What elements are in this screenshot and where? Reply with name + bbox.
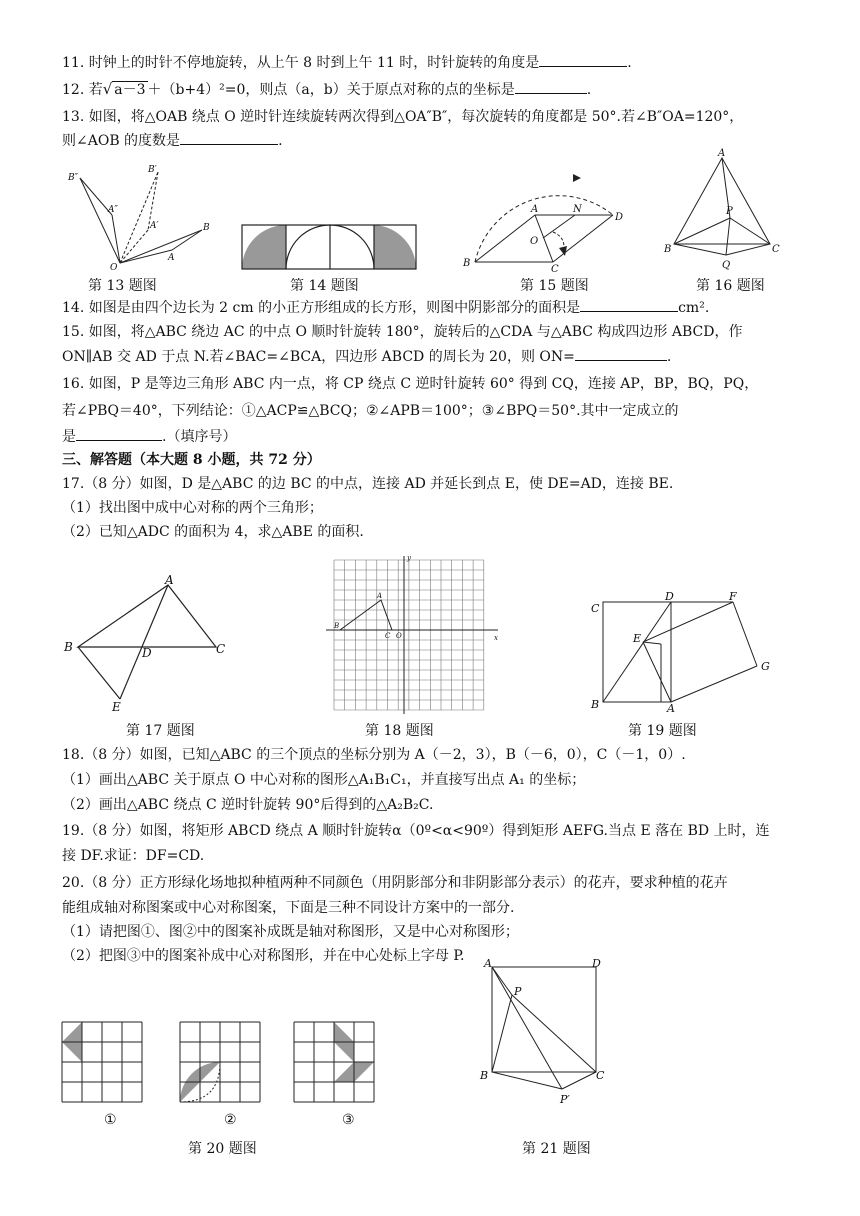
fig13-label-b: B: [203, 223, 210, 233]
question-12-radicand: a－3: [114, 82, 146, 98]
question-13-line2: [62, 130, 283, 151]
fig13-label-a: A: [168, 253, 175, 263]
question-16-line2: 若∠PBQ＝40°，下列结论：①△ACP≌△BCQ；②∠APB＝100°；③∠BPQ＝50°.其中一定成立的: [62, 403, 679, 419]
fig19-label-d: D: [665, 590, 674, 603]
question-20-line2: 能组成轴对称图案或中心对称图案，下面是三种不同设计方案中的一部分.: [62, 900, 515, 916]
fig18-label-a: A: [377, 592, 383, 600]
question-20-part2: （2）把图③中的图案补成中心对称图形，并在中心处标上字母 P.: [62, 948, 465, 964]
question-20-part1: （1）请把图①、图②中的图案补成既是轴对称图形，又是中心对称图形；: [62, 924, 519, 940]
fig15-label-b: B: [463, 258, 471, 269]
question-15-text: ON∥AB 交 AD 于点 N.若∠BAC=∠BCA，四边形 ABCD 的周长为 20，则 ON=: [62, 349, 575, 365]
fig19-label-c: C: [591, 602, 600, 615]
answer-blank-13[interactable]: [180, 130, 278, 145]
question-13-end: .: [278, 133, 283, 149]
fig18-label-c: C: [385, 632, 391, 640]
fig21-label-p-prime: P′: [560, 1093, 570, 1106]
fig21-label-a: A: [484, 957, 492, 970]
figure-19: [585, 590, 785, 715]
caption-fig20: 第 20 题图: [188, 1141, 257, 1157]
fig19-label-b: B: [591, 698, 600, 711]
fig19-label-e: E: [633, 632, 642, 645]
question-12-text-a: 12. 若: [62, 82, 103, 98]
fig13-label-a2: A″: [108, 205, 118, 215]
fig19-label-a: A: [667, 702, 675, 715]
question-14: [62, 297, 709, 318]
fig21-label-b: B: [480, 1069, 489, 1082]
fig21-label-p: P: [514, 985, 522, 998]
caption-fig15: 第 15 题图: [520, 278, 589, 294]
caption-fig17: 第 17 题图: [126, 723, 195, 739]
sub-label-1: ①: [104, 1112, 117, 1128]
question-17-part1: （1）找出图中成中心对称的两个三角形；: [62, 500, 323, 516]
fig15-label-n: N: [573, 204, 582, 215]
answer-blank-15[interactable]: [575, 346, 667, 361]
fig18-label-o: O: [396, 632, 402, 640]
fig13-label-b2: B″: [68, 173, 78, 183]
fig17-label-e: E: [112, 700, 121, 714]
fig15-label-d: D: [615, 212, 624, 223]
question-16-line3: [62, 426, 236, 447]
fig21-label-c: C: [596, 1069, 605, 1082]
fig16-label-p: P: [726, 206, 733, 217]
figure-18: [318, 552, 508, 717]
caption-fig16: 第 16 题图: [696, 278, 765, 294]
caption-fig14: 第 14 题图: [290, 278, 359, 294]
question-15-line2: [62, 346, 671, 367]
sub-label-3: ③: [342, 1112, 355, 1128]
fig13-label-o: O: [110, 263, 118, 273]
fig19-label-f: F: [729, 590, 737, 603]
question-13-line1: 13. 如图，将△OAB 绕点 O 逆时针连续旋转两次得到△OA″B″，每次旋转的角度都是 50°.若∠B″OA=120°，: [62, 109, 744, 125]
fig21-label-d: D: [592, 957, 601, 970]
question-19-line2: 接 DF.求证：DF=CD.: [62, 848, 205, 864]
question-17-title: 17.（8 分）如图，D 是△ABC 的边 BC 的中点，连接 AD 并延长到点 E，使 DE=AD，连接 BE.: [62, 476, 674, 492]
fig15-label-o: O: [530, 236, 539, 247]
caption-fig18: 第 18 题图: [365, 723, 434, 739]
question-12-end: .: [586, 82, 592, 98]
figure-14: [240, 225, 418, 271]
figure-16: [660, 150, 790, 272]
figure-20-grid-3: [294, 1022, 390, 1106]
fig16-label-a: A: [718, 148, 726, 159]
figure-15: [455, 160, 630, 275]
question-17-part2: （2）已知△ADC 的面积为 4，求△ABE 的面积.: [62, 524, 364, 540]
question-15-line1: 15. 如图，将△ABC 绕边 AC 的中点 O 顺时针旋转 180°，旋转后的△CDA 与△ABC 构成四边形 ABCD，作: [62, 324, 743, 340]
question-16-end: .（填序号）: [162, 429, 237, 445]
fig16-label-b: B: [664, 244, 672, 255]
question-19-line1: 19.（8 分）如图，将矩形 ABCD 绕点 A 顺时针旋转α（0º<α<90º）得到矩形 AEFG.当点 E 落在 BD 上时，连: [62, 823, 770, 839]
fig17-label-b: B: [64, 640, 73, 654]
sqrt-icon: √: [102, 80, 113, 98]
question-15-end: .: [666, 349, 672, 365]
fig18-label-y: y: [407, 554, 411, 562]
fig17-label-d: D: [142, 646, 152, 660]
fig13-label-a1: A′: [150, 221, 159, 231]
question-11: [62, 52, 632, 73]
section-title-3: 三、解答题（本大题 8 小题，共 72 分）: [62, 452, 321, 468]
figure-17: [60, 575, 240, 715]
question-16-line1: 16. 如图，P 是等边三角形 ABC 内一点，将 CP 绕点 C 逆时针旋转 60° 得到 CQ，连接 AP，BP，BQ，PQ，: [62, 376, 759, 392]
fig18-label-b: B: [334, 622, 340, 630]
answer-blank-16[interactable]: [76, 426, 162, 441]
figure-20-grid-1: [62, 1022, 158, 1106]
question-14-end: cm².: [678, 300, 710, 316]
fig17-label-c: C: [216, 642, 226, 656]
fig13-label-b1: B′: [148, 165, 157, 175]
question-18-title: 18.（8 分）如图，已知△ABC 的三个顶点的坐标分别为 A（－2，3），B（－6，0），C（－1，0）.: [62, 747, 686, 763]
fig19-label-g: G: [761, 660, 770, 673]
question-13-text: 则∠AOB 的度数是: [62, 133, 181, 149]
fig15-label-c: C: [551, 264, 559, 275]
question-14-text: 14. 如图是由四个边长为 2 cm 的小正方形组成的长方形，则图中阴影部分的面积是: [62, 300, 581, 316]
fig17-label-a: A: [165, 573, 174, 587]
caption-fig13: 第 13 题图: [88, 278, 157, 294]
question-12: [62, 79, 591, 100]
question-18-part2: （2）画出△ABC 绕点 C 逆时针旋转 90°后得到的△A₂B₂C.: [62, 797, 434, 813]
answer-blank-11[interactable]: [539, 52, 627, 67]
figure-13: [60, 160, 220, 275]
question-20-line1: 20.（8 分）正方形绿化场地拟种植两种不同颜色（用阴影部分和非阴影部分表示）的花卉，要求种植的花卉: [62, 875, 728, 891]
question-11-text: 11. 时钟上的时针不停地旋转，从上午 8 时到上午 11 时，时针旋转的角度是: [62, 55, 540, 71]
figure-21: [478, 955, 613, 1130]
question-12-text-b: ＋（b+4）²=0，则点（a，b）关于原点对称的点的坐标是: [147, 82, 515, 98]
caption-fig19: 第 19 题图: [628, 723, 697, 739]
question-16-text: 是: [62, 429, 76, 445]
question-18-part1: （1）画出△ABC 关于原点 O 中心对称的图形△A₁B₁C₁，并直接写出点 A₁ 的坐标；: [62, 772, 586, 788]
sub-label-2: ②: [224, 1112, 237, 1128]
question-11-end: .: [627, 55, 632, 71]
fig16-label-q: Q: [722, 260, 731, 271]
fig15-label-a: A: [531, 204, 539, 215]
figure-20-grid-2: [180, 1022, 276, 1106]
fig18-label-x: x: [494, 634, 498, 642]
fig16-label-c: C: [772, 244, 780, 255]
answer-blank-14[interactable]: [580, 297, 678, 312]
answer-blank-12[interactable]: [515, 79, 587, 94]
caption-fig21: 第 21 题图: [522, 1141, 591, 1157]
